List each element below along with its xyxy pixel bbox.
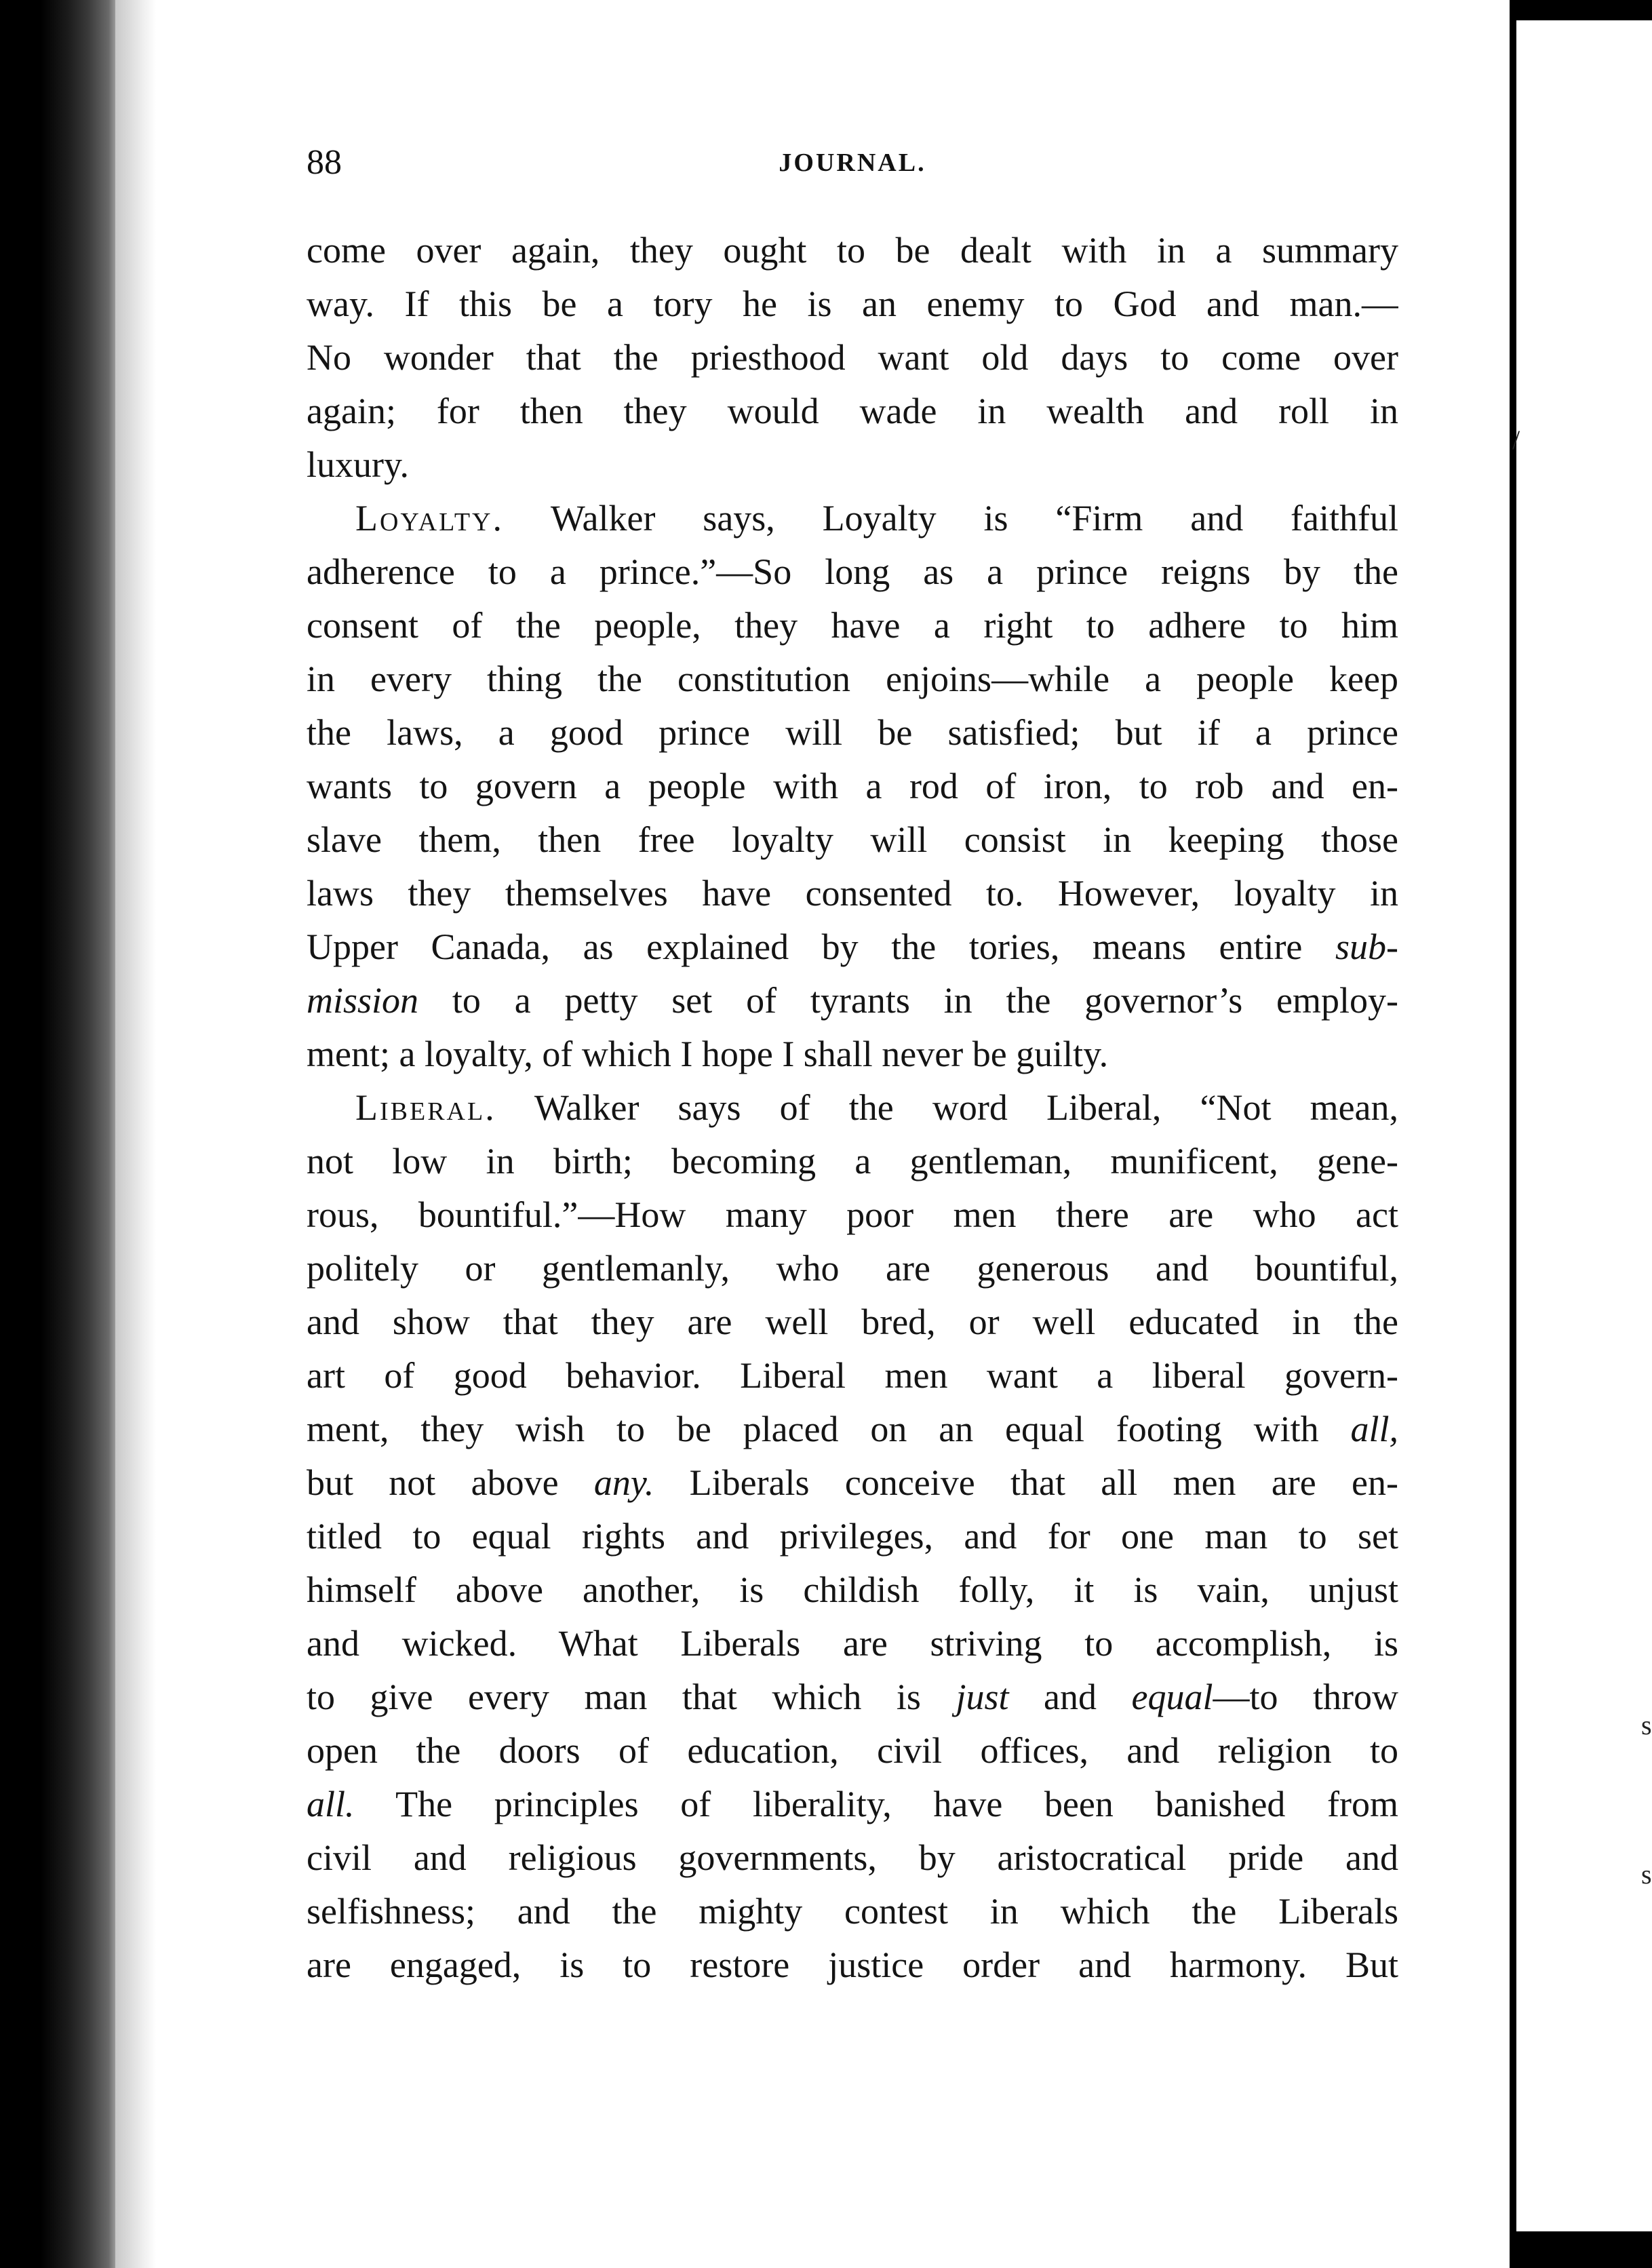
running-head: JOURNAL. [779, 149, 926, 177]
text-segment: to give every man that which is [307, 1677, 921, 1717]
text-segment: Walker says, Loyalty is “Firm and faithful [550, 498, 1398, 539]
text-line [307, 920, 1398, 974]
page-binding-shade [115, 0, 156, 2268]
page-header [307, 142, 1398, 190]
text-segment: to a petty set of tyrants in the governor’s employ- [452, 980, 1398, 1021]
facing-page-edge [1516, 20, 1652, 2231]
italic-word: all. [307, 1784, 355, 1824]
margin-mark-s: s [1641, 1710, 1652, 1740]
body-text [307, 224, 1398, 1992]
italic-word: any. [593, 1462, 654, 1503]
text-line: again; for then they would wade in wealth and roll in [307, 391, 1398, 431]
text-line: adherence to a prince.”—So long as a prince reigns by the [307, 551, 1398, 592]
term-loyalty: Loyalty. [355, 498, 504, 539]
text-line: open the doors of education, civil offices, and religion to [307, 1730, 1398, 1771]
margin-mark-s: s [1641, 1859, 1652, 1890]
text-line: rous, bountiful.”—How many poor men there are who act [307, 1194, 1398, 1235]
text-segment: —to throw [1213, 1677, 1398, 1717]
text-segment: but not above [307, 1462, 559, 1503]
margin-mark-slash: / [1512, 425, 1520, 455]
text-line: himself above another, is childish folly, it is vain, unjust [307, 1569, 1398, 1610]
text-line: civil and religious governments, by aristocratical pride and [307, 1837, 1398, 1878]
text-line [307, 1081, 1398, 1135]
text-segment: and [1044, 1677, 1097, 1717]
text-line: politely or gentlemanly, who are generous and bountiful, [307, 1248, 1398, 1289]
text-segment: Walker says of the word Liberal, “Not mean, [534, 1087, 1398, 1128]
text-line: slave them, then free loyalty will consist in keeping those [307, 819, 1398, 860]
italic-word: all, [1350, 1409, 1398, 1449]
text-line [307, 1403, 1398, 1456]
text-line: not low in birth; becoming a gentleman, munificent, gene- [307, 1141, 1398, 1181]
text-line [307, 1670, 1398, 1724]
italic-word: mission [307, 980, 419, 1021]
text-line: come over again, they ought to be dealt with in a summary [307, 230, 1398, 271]
text-line [307, 974, 1398, 1028]
text-segment: Upper Canada, as explained by the tories, means entire [307, 926, 1303, 967]
text-line: luxury. [307, 444, 409, 485]
text-line: consent of the people, they have a right to adhere to him [307, 605, 1398, 646]
text-line [307, 1778, 1398, 1831]
text-line: ment; a loyalty, of which I hope I shall never be guilty. [307, 1034, 1109, 1074]
text-line: the laws, a good prince will be satisfied; but if a prince [307, 712, 1398, 753]
text-line: wants to govern a people with a rod of iron, to rob and en- [307, 766, 1398, 806]
text-line [307, 492, 1398, 545]
italic-word: just [956, 1677, 1009, 1717]
italic-word: sub- [1335, 926, 1398, 967]
book-gutter-shadow [0, 0, 115, 2268]
text-segment: Liberals conceive that all men are en- [689, 1462, 1398, 1503]
text-line: No wonder that the priesthood want old days to come over [307, 337, 1398, 378]
italic-word: equal [1131, 1677, 1213, 1717]
text-line: and wicked. What Liberals are striving to accomplish, is [307, 1623, 1398, 1664]
text-line: in every thing the constitution enjoins—while a people keep [307, 659, 1398, 699]
page-number: 88 [307, 143, 342, 182]
text-line: selfishness; and the mighty contest in which the Liberals [307, 1891, 1398, 1932]
text-line: way. If this be a tory he is an enemy to God and man.— [307, 284, 1398, 324]
text-line: art of good behavior. Liberal men want a liberal govern- [307, 1355, 1398, 1396]
text-line: laws they themselves have consented to. However, loyalty in [307, 873, 1398, 914]
text-line: are engaged, is to restore justice order and harmony. But [307, 1944, 1398, 1985]
text-segment: The principles of liberality, have been banished from [395, 1784, 1398, 1824]
term-liberal: Liberal. [355, 1087, 496, 1128]
text-segment: ment, they wish to be placed on an equal footing with [307, 1409, 1319, 1449]
text-line [307, 1456, 1398, 1510]
text-line: titled to equal rights and privileges, and for one man to set [307, 1516, 1398, 1557]
text-line: and show that they are well bred, or well educated in the [307, 1302, 1398, 1342]
